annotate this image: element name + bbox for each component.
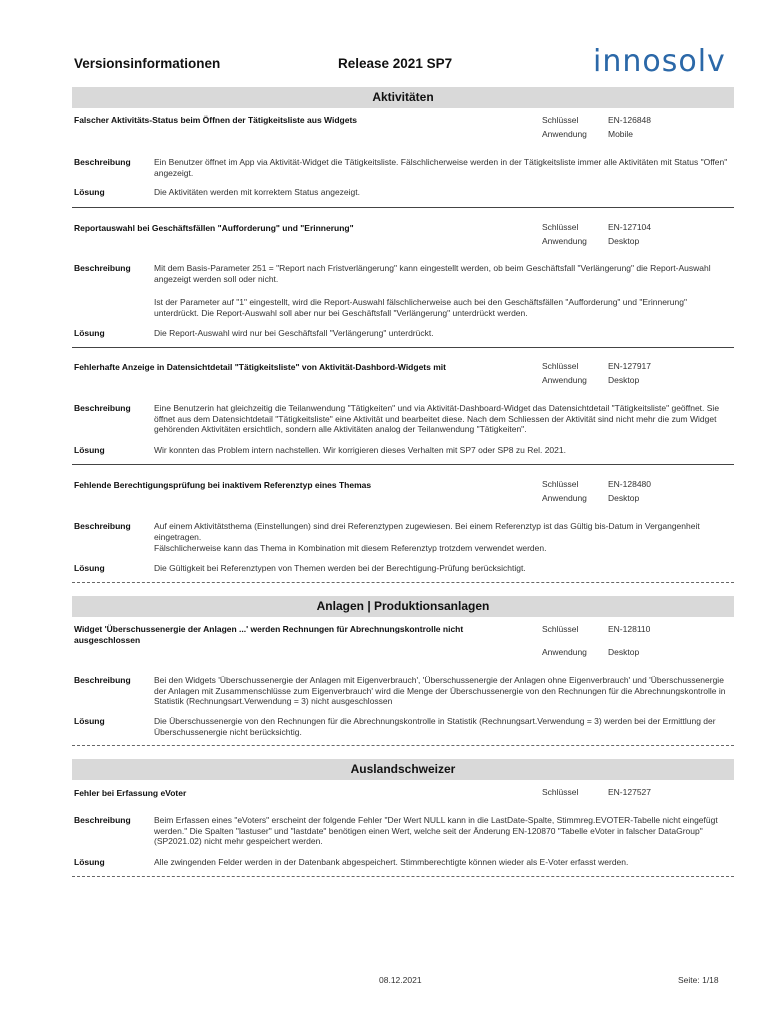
description-label: Beschreibung <box>74 263 131 273</box>
solution-text: Die Report-Auswahl wird nur bei Geschäftsfall "Verlängerung" unterdrückt. <box>154 328 434 338</box>
key-value: EN-127527 <box>608 787 652 797</box>
section-divider <box>72 582 734 583</box>
description-label: Beschreibung <box>74 815 131 825</box>
description-text: Ein Benutzer öffnet im App via Aktivität-Widget die Tätigkeitsliste. Fälschlicherweise werden in der Tätigkeitsliste immer alle Aktivitäten mit Status "Offen" angezeigt. <box>154 157 728 178</box>
key-value: EN-127104 <box>608 222 652 232</box>
solution-label: Lösung <box>74 328 105 338</box>
description-label: Beschreibung <box>74 521 131 531</box>
key-value: EN-128110 <box>608 624 651 634</box>
app-value: Desktop <box>608 647 640 657</box>
item-title: Widget 'Überschussenergie der Anlagen ...' werden Rechnungen für Abrechnungskontrolle nicht ausgeschlossen <box>74 624 464 645</box>
description-label: Beschreibung <box>74 403 131 413</box>
item-title: Fehler bei Erfassung eVoter <box>74 788 187 798</box>
description-text-continued: Fälschlicherweise kann das Thema in Kombination mit diesem Referenztyp trotzdem verwendet werden. <box>154 543 547 553</box>
section-divider <box>72 876 734 877</box>
description-label: Beschreibung <box>74 675 131 685</box>
item-title: Fehlende Berechtigungsprüfung bei inaktivem Referenztyp eines Themas <box>74 480 372 490</box>
section-divider <box>72 745 734 746</box>
app-value: Mobile <box>608 129 634 139</box>
section-header-auslandschweizer: Auslandschweizer <box>72 759 734 780</box>
solution-text: Die Überschussenergie von den Rechnungen für die Abrechnungskontrolle in Statistik (Rechnungsart.Verwendung = 3) werden bei der Ermittlung der Überschussenergie nicht berücksichtig. <box>154 716 716 737</box>
description-text: Eine Benutzerin hat gleichzeitig die Teilanwendung "Tätigkeiten" und via Aktivität-Dashboard-Widget das Datensichtdetail "Tätigkeitsliste" geöffnet. Sie öffnet aus dem Datensichtdetail "Tätigkeitsliste" eine Aktivität und bearbeitet diese. Nach dem Schliessen der Aktivität sind nicht mehr die zum Widget gehörenden Aktivitäten ersichtlich, sondern alle Aktivitäten analog der Teilanwendung "Tätigkeiten". <box>154 403 720 435</box>
solution-text: Alle zwingenden Felder werden in der Datenbank abgespeichert. Stimmberechtigte können wieder als E-Voter erfasst werden. <box>154 857 629 867</box>
key-label: Schlüssel <box>542 361 579 371</box>
app-value: Desktop <box>608 493 640 503</box>
item-title: Falscher Aktivitäts-Status beim Öffnen der Tätigkeitsliste aus Widgets <box>74 115 358 125</box>
solution-text: Die Aktivitäten werden mit korrektem Status angezeigt. <box>154 187 360 197</box>
key-label: Schlüssel <box>542 624 579 634</box>
description-text: Beim Erfassen eines "eVoters" erscheint der folgende Fehler "Der Wert NULL kann in die LastDate-Spalte, Stimmreg.EVOTER-Tabelle nicht eingefügt werden." Die Spalten "lastuser" und "lastdate" benötigen einen Wert, welche seit der Änderung EN-120870 "Tabelle eVoter in falscher DataGroup" (SP2021.02) nicht mehr gespeichert werden. <box>154 815 718 847</box>
key-label: Schlüssel <box>542 222 579 232</box>
app-label: Anwendung <box>542 375 587 385</box>
item-divider <box>72 347 734 348</box>
key-value: EN-128480 <box>608 479 652 489</box>
solution-label: Lösung <box>74 857 105 867</box>
app-label: Anwendung <box>542 236 587 246</box>
solution-label: Lösung <box>74 716 105 726</box>
key-label: Schlüssel <box>542 787 579 797</box>
app-label: Anwendung <box>542 647 587 657</box>
solution-label: Lösung <box>74 187 105 197</box>
footer-date: 08.12.2021 <box>379 975 422 985</box>
description-text: Bei den Widgets 'Überschussenergie der Anlagen mit Eigenverbrauch', 'Überschussenergie der Anlagen ohne Eigenverbrauch' und 'Überschussenergie der Anlagen mit Zusammenschlüsse zum Eigenverbrauch' wird die Menge der Überschussenergie von den Rechnungen für die Abrechnungskontrolle in Statistik (Rechnungsart.Verwendung = 3) nicht ausgeschlossen <box>154 675 726 707</box>
app-value: Desktop <box>608 236 640 246</box>
solution-label: Lösung <box>74 563 105 573</box>
description-text-continued: Ist der Parameter auf "1" eingestellt, wird die Report-Auswahl fälschlicherweise auch bei den Geschäftsfällen "Aufforderung" und "Erinnerung" unterdrückt. Die Report-Auswahl soll aber nur bei Geschäftsfall "Verlängerung" unterdrückt werden. <box>154 297 687 318</box>
section-header-aktivitaeten: Aktivitäten <box>72 87 734 108</box>
solution-text: Wir konnten das Problem intern nachstellen. Wir korrigieren dieses Verhalten mit SP7 oder SP8 zu Rel. 2021. <box>154 445 566 455</box>
description-text: Auf einem Aktivitätsthema (Einstellungen) sind drei Referenztypen zugewiesen. Bei einem Referenztyp ist das Gültig bis-Datum in Vergangenheit eingetragen. <box>154 521 700 542</box>
solution-text: Die Gültigkeit bei Referenztypen von Themen werden bei der Berechtigung-Prüfung berücksichtigt. <box>154 563 526 573</box>
release-label: Release 2021 SP7 <box>338 56 453 71</box>
description-label: Beschreibung <box>74 157 131 167</box>
key-value: EN-126848 <box>608 115 652 125</box>
solution-label: Lösung <box>74 445 105 455</box>
section-header-anlagen: Anlagen | Produktionsanlagen <box>72 596 734 617</box>
item-divider <box>72 207 734 208</box>
description-text: Mit dem Basis-Parameter 251 = "Report nach Fristverlängerung" kann eingestellt werden, ob beim Geschäftsfall "Verlängerung" die Report-Auswahl angezeigt werden soll oder nicht. <box>154 263 711 284</box>
innosolv-logo: innosolv <box>593 44 726 79</box>
key-label: Schlüssel <box>542 115 579 125</box>
item-title: Fehlerhafte Anzeige in Datensichtdetail "Tätigkeitsliste" von Aktivität-Dashbord-Widgets mit <box>74 362 446 372</box>
footer-page-number: Seite: 1/18 <box>678 975 719 985</box>
document-title: Versionsinformationen <box>74 56 221 71</box>
key-value: EN-127917 <box>608 361 652 371</box>
key-label: Schlüssel <box>542 479 579 489</box>
app-label: Anwendung <box>542 129 587 139</box>
app-label: Anwendung <box>542 493 587 503</box>
app-value: Desktop <box>608 375 640 385</box>
item-title: Reportauswahl bei Geschäftsfällen "Aufforderung" und "Erinnerung" <box>74 223 354 233</box>
item-divider <box>72 464 734 465</box>
